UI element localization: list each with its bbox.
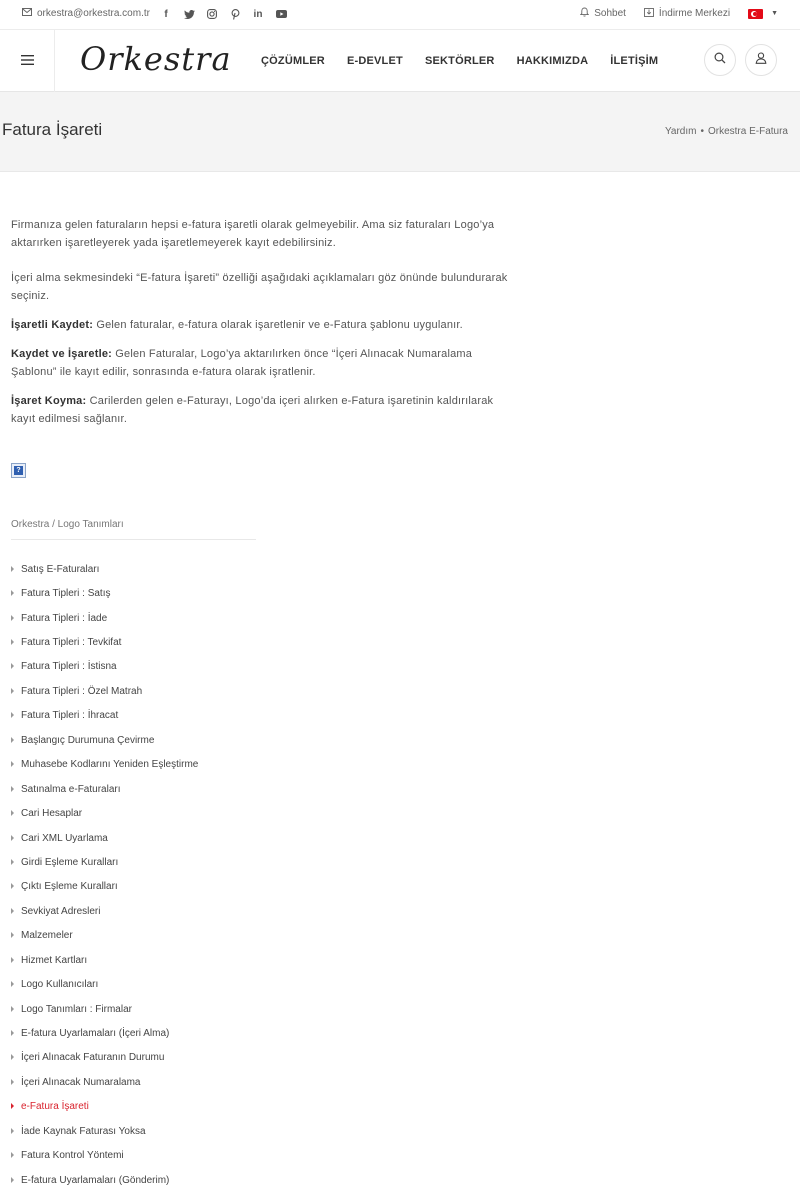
option-description: Carilerden gelen e-Faturayı, Logo’da içeri alırken e-Fatura işaretinin kaldırılarak kayıt edilmesi sağlanır. [11, 395, 494, 425]
main-header [0, 30, 800, 92]
caret-right-icon [11, 737, 14, 743]
topic-list-item-label: Fatura Tipleri : Satış [21, 588, 111, 600]
nav-item-solutions[interactable]: ÇÖZÜMLER [261, 55, 325, 67]
caret-right-icon [11, 908, 14, 914]
facebook-icon[interactable]: f [164, 8, 168, 20]
instruction-paragraph: İçeri alma sekmesindeki “E-fatura İşareti” özelliği aşağıdaki açıklamaları göz önünde bulundurarak seçiniz. [11, 272, 508, 302]
youtube-icon[interactable] [275, 7, 287, 21]
topic-list-item-label: Malzemeler [21, 930, 73, 942]
topic-list-item[interactable] [11, 728, 198, 752]
option-save-and-mark [11, 345, 511, 381]
caret-right-icon [11, 883, 14, 889]
topic-list-item[interactable] [11, 948, 198, 972]
option-term: İşaret Koyma: [11, 395, 87, 407]
topic-list-item-label: İade Kaynak Faturası Yoksa [21, 1125, 146, 1137]
hamburger-icon [21, 52, 34, 70]
nav-item-about[interactable]: HAKKIMIZDA [516, 55, 589, 67]
page-title: Fatura İşareti [2, 120, 103, 139]
caret-right-icon [11, 688, 14, 694]
topic-list-item-label: Sevkiyat Adresleri [21, 905, 101, 917]
download-icon [644, 7, 654, 20]
site-logo[interactable]: Orkestra [80, 40, 232, 78]
topic-list [11, 557, 198, 1192]
caret-right-icon [11, 639, 14, 645]
topic-list-item[interactable] [11, 899, 198, 923]
menu-toggle-button[interactable] [0, 30, 55, 92]
topic-list-item-label: Logo Tanımları : Firmalar [21, 1003, 132, 1015]
topic-list-item[interactable] [11, 850, 198, 874]
caret-right-icon [11, 835, 14, 841]
nav-item-e-government[interactable]: E-DEVLET [346, 55, 403, 67]
option-description: Gelen faturalar, e-fatura olarak işaretlenir ve e-Fatura şablonu uygulanır. [93, 319, 463, 331]
bell-icon [580, 7, 589, 20]
caret-right-icon [11, 590, 14, 596]
topic-list-item-label: Hizmet Kartları [21, 954, 88, 966]
option-marked-save [11, 316, 511, 334]
chat-link[interactable] [580, 7, 626, 20]
topic-list-item[interactable] [11, 606, 198, 630]
caret-right-icon [11, 859, 14, 865]
search-icon [714, 51, 726, 69]
topic-list-item[interactable] [11, 924, 198, 948]
twitter-icon[interactable] [183, 7, 195, 21]
chevron-down-icon: ▼ [771, 10, 778, 17]
topic-list-item-label: e-Fatura İşareti [21, 1101, 89, 1113]
topic-list-item-label: E-fatura Uyarlamaları (Gönderim) [21, 1174, 170, 1186]
option-no-mark [11, 392, 511, 428]
topic-list-item[interactable] [11, 1095, 198, 1119]
caret-right-icon [11, 761, 14, 767]
topic-list-item[interactable] [11, 997, 198, 1021]
caret-right-icon [11, 810, 14, 816]
caret-right-icon [11, 1177, 14, 1183]
option-term: İşaretli Kaydet: [11, 319, 94, 331]
article-content [11, 216, 511, 439]
caret-right-icon [11, 981, 14, 987]
caret-right-icon [11, 1152, 14, 1158]
topic-list-item[interactable] [11, 1021, 198, 1045]
topic-list-item-label: Satış E-Faturaları [21, 563, 100, 575]
caret-right-icon [11, 1030, 14, 1036]
topic-list-item[interactable] [11, 1168, 198, 1192]
topic-list-item[interactable] [11, 655, 198, 679]
option-description: Gelen Faturalar, Logo’ya aktarılırken önce “İçeri Alınacak Numaralama Şablonu” ile kayıt edilir, sonrasında e-fatura olarak işratlenir. [11, 348, 473, 378]
linkedin-icon[interactable]: in [253, 8, 263, 20]
topic-list-item[interactable] [11, 581, 198, 605]
main-nav [261, 55, 658, 67]
topic-list-item-label: İçeri Alınacak Numaralama [21, 1076, 141, 1088]
download-center-link[interactable] [644, 7, 730, 20]
topic-list-title: Orkestra / Logo Tanımları [11, 519, 256, 540]
topic-list-item-label: Fatura Kontrol Yöntemi [21, 1150, 124, 1162]
pinterest-icon[interactable] [229, 7, 241, 21]
topic-list-item[interactable] [11, 704, 198, 728]
nav-item-contact[interactable]: İLETİŞİM [610, 55, 659, 67]
topic-list-item-label: Çıktı Eşleme Kuralları [21, 881, 118, 893]
user-account-button[interactable] [745, 44, 777, 76]
topic-list-item[interactable] [11, 801, 198, 825]
social-links [160, 7, 287, 21]
caret-right-icon [11, 615, 14, 621]
user-icon [755, 51, 767, 69]
mail-icon [22, 8, 32, 19]
page-title-bar [0, 92, 800, 172]
topic-list-item-label: İçeri Alınacak Faturanın Durumu [21, 1052, 165, 1064]
topic-list-item[interactable] [11, 1119, 198, 1143]
topic-list-item-label: Cari XML Uyarlama [21, 832, 108, 844]
nav-item-sectors[interactable]: SEKTÖRLER [424, 55, 495, 67]
topic-list-item-label: Fatura Tipleri : Tevkifat [21, 637, 122, 649]
turkey-flag-icon [748, 9, 763, 19]
breadcrumb-separator: • [700, 126, 704, 137]
chat-label: Sohbet [594, 8, 626, 19]
topbar-actions [580, 7, 778, 20]
caret-right-icon [11, 957, 14, 963]
caret-right-icon [11, 786, 14, 792]
contact-email[interactable] [22, 8, 150, 19]
option-term: Kaydet ve İşaretle: [11, 348, 113, 360]
topic-list-item-label: E-fatura Uyarlamaları (İçeri Alma) [21, 1028, 170, 1040]
caret-right-icon [11, 932, 14, 938]
caret-right-icon [11, 663, 14, 669]
topic-list-item[interactable] [11, 557, 198, 581]
topic-list-item[interactable] [11, 1070, 198, 1094]
language-selector[interactable] [748, 9, 778, 19]
topic-list-item-label: Fatura Tipleri : İade [21, 612, 108, 624]
search-button[interactable] [704, 44, 736, 76]
download-center-label: İndirme Merkezi [658, 8, 731, 19]
topic-list-item[interactable] [11, 630, 198, 654]
topic-list-item-label: Cari Hesaplar [21, 808, 83, 820]
caret-right-icon [11, 1079, 14, 1085]
caret-right-icon [11, 1054, 14, 1060]
topic-list-item-label: Satınalma e-Faturaları [21, 783, 121, 795]
topic-list-item[interactable] [11, 777, 198, 801]
topic-list-item-label: Muhasebe Kodlarını Yeniden Eşleştirme [21, 759, 199, 771]
topic-list-item[interactable] [11, 875, 198, 899]
contact-email-text: orkestra@orkestra.com.tr [37, 8, 150, 19]
intro-paragraph: Firmanıza gelen faturaların hepsi e-fatura işaretli olarak gelmeyebilir. Ama siz faturaları Logo’ya aktarırken işaretleyerek yada işaretlemeyerek kayıt edebilirsiniz. [11, 219, 495, 249]
caret-right-icon [11, 1128, 14, 1134]
topic-list-item-label: Başlangıç Durumuna Çevirme [21, 734, 155, 746]
caret-right-icon [11, 1006, 14, 1012]
topic-list-item-label: Fatura Tipleri : İstisna [21, 661, 117, 673]
topic-list-item-label: Fatura Tipleri : Özel Matrah [21, 685, 143, 697]
topic-list-item-label: Logo Kullanıcıları [21, 979, 99, 991]
instagram-icon[interactable] [206, 7, 218, 21]
caret-right-icon [11, 1103, 14, 1109]
breadcrumb-help[interactable]: Yardım [664, 126, 697, 137]
topic-list-item[interactable] [11, 753, 198, 777]
topic-list-item-label: Girdi Eşleme Kuralları [21, 856, 119, 868]
topic-list-item[interactable] [11, 1144, 198, 1168]
topic-list-item[interactable] [11, 972, 198, 996]
caret-right-icon [11, 566, 14, 572]
top-bar [0, 0, 800, 30]
topic-list-item[interactable] [11, 1046, 198, 1070]
topic-list-item-label: Fatura Tipleri : İhracat [21, 710, 119, 722]
breadcrumb-e-invoice[interactable]: Orkestra E-Fatura [707, 126, 788, 137]
topic-list-item[interactable] [11, 826, 198, 850]
breadcrumb [665, 126, 788, 137]
help-image-icon[interactable]: ? [11, 463, 26, 478]
topic-list-item[interactable] [11, 679, 198, 703]
caret-right-icon [11, 712, 14, 718]
